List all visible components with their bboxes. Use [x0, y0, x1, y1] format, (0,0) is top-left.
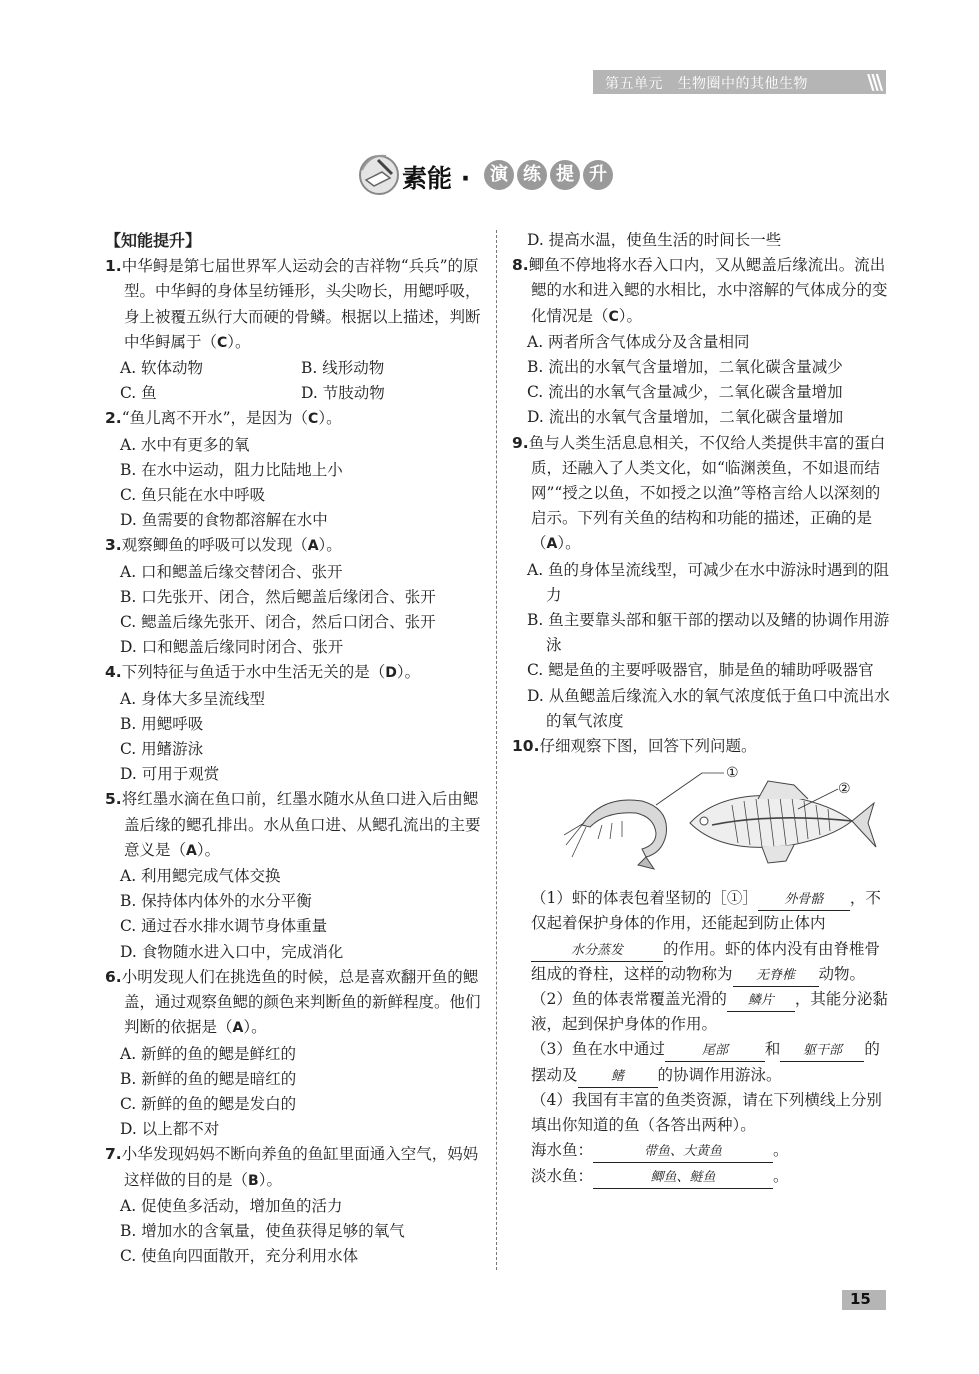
option: D. 鱼需要的食物都溶解在水中: [120, 511, 328, 530]
option: C. 新鲜的鱼的鳃是发白的: [120, 1094, 297, 1113]
sea-fish-line: 海水鱼： 带鱼、大黄鱼 。: [512, 1138, 892, 1163]
answer: C: [608, 308, 619, 325]
answer: A: [307, 538, 319, 555]
option: D. 食物随水进入口中，完成消化: [120, 942, 344, 961]
question-8: 8.鲫鱼不停地将水吞入口内，又从鳃盖后缘流出。流出鳃的水和进入鳃的水相比，水中溶解的气体成分的变化情况是（C）。: [512, 256, 888, 325]
question-7: 7.小华发现妈妈不断向养鱼的鱼缸里面通入空气，妈妈这样做的目的是（B）。: [105, 1145, 479, 1189]
answer: A: [232, 1020, 244, 1037]
header-decor: \\\: [867, 70, 880, 94]
question-5: 5.将红墨水滴在鱼口前，红墨水随水从鱼口进入后由鳃盖后缘的鳃孔排出。水从鱼口进、从鳃孔流出的主要意义是（A）。: [105, 790, 481, 859]
option: D. 流出的水氧气含量增加，二氧化碳含量增加: [527, 408, 844, 427]
answer-blank: 外骨骼: [758, 890, 850, 911]
question-10: 10.仔细观察下图，回答下列问题。: [512, 737, 757, 756]
options-row: C. 鱼 D. 节肢动物: [120, 384, 385, 403]
answer: D: [385, 665, 397, 682]
unit-title: 第五单元 生物圈中的其他生物: [605, 76, 808, 92]
question-4: 4.下列特征与鱼适于水中生活无关的是（D）。: [105, 663, 421, 682]
option: B. 鱼主要靠头部和躯干部的摆动以及鳍的协调作用游泳: [527, 611, 890, 655]
option: A. 身体大多呈流线型: [120, 689, 266, 708]
shrimp-drawing: [564, 800, 667, 869]
q10-part-1: （1）虾的体表包着坚韧的［①］ 外骨骼 ，不仅起着保护身体的作用，还能起到防止体内水分蒸发 的作用。虾的体内没有由脊椎骨组成的脊柱，这样的动物称为 无脊椎 动物。: [512, 886, 892, 987]
section-title: [356, 150, 626, 200]
label-1: ①: [726, 765, 739, 782]
answer-blank: 鲫鱼、鲢鱼: [593, 1168, 773, 1189]
option: D. 以上都不对: [120, 1120, 220, 1139]
option: D. 可用于观赏: [120, 765, 220, 784]
option: A. 两者所含气体成分及含量相同: [527, 332, 750, 351]
options-row: A. 软体动物 B. 线形动物: [120, 359, 385, 378]
question-9: 9.鱼与人类生活息息相关，不仅给人类提供丰富的蛋白质，还融入了人类文化，如“临渊羡鱼，不如退而结网”“授之以鱼，不如授之以渔”等格言给人以深刻的启示。下列有关鱼的结构和功能的描述，正确的是（A）。: [512, 433, 886, 553]
option: A. 鱼的身体呈流线型，可减少在水中游泳时遇到的阻力: [527, 560, 890, 604]
option: B. 用鳃呼吸: [120, 714, 204, 733]
option: C. 使鱼向四面散开，充分利用水体: [120, 1247, 359, 1266]
option: A. 利用鳃完成气体交换: [120, 867, 281, 886]
option: C. 流出的水氧气含量减少，二氧化碳含量增加: [527, 383, 843, 402]
unit-header: [593, 70, 886, 94]
page-number: 15: [850, 1290, 871, 1308]
q10-part-3: （3）鱼在水中通过 尾部 和 躯干部 的摆动及 鳍 的协调作用游泳。: [512, 1037, 892, 1087]
option: A. 新鲜的鱼的鳃是鲜红的: [120, 1044, 297, 1063]
shrimp-fish-figure: [562, 765, 882, 880]
option: A. 口和鳃盖后缘交替闭合、张开: [120, 562, 343, 581]
option: C. 鳃是鱼的主要呼吸器官，肺是鱼的辅助呼吸器官: [527, 661, 874, 680]
option: B. 新鲜的鱼的鳃是暗红的: [120, 1069, 297, 1088]
answer: A: [186, 842, 197, 859]
option: B. 口先张开、闭合，然后鳃盖后缘闭合、张开: [120, 587, 436, 606]
answer: B: [248, 1172, 259, 1189]
q10-part-2: （2）鱼的体表常覆盖光滑的 鳞片 ，其能分泌黏液，起到保护身体的作用。: [531, 990, 888, 1034]
freshwater-fish-line: 淡水鱼： 鲫鱼、鲢鱼 。: [512, 1164, 892, 1189]
option: B. 在水中运动，阻力比陆地上小: [120, 460, 343, 479]
question-2: 2.“鱼儿离不开水”，是因为（C）。: [105, 409, 342, 428]
answer-blank: 鳞片: [727, 991, 795, 1012]
answer: C: [217, 334, 228, 351]
answer-blank: 躯干部: [780, 1041, 864, 1062]
answer-blank: 水分蒸发: [531, 941, 663, 962]
title-pill-1: 演: [484, 160, 514, 190]
title-pill-3: 提: [550, 160, 580, 190]
option: A. 促使鱼多活动，增加鱼的活力: [120, 1196, 343, 1215]
title-pill-4: 升: [583, 160, 613, 190]
column-divider: [496, 230, 497, 1270]
answer-blank: 尾部: [665, 1041, 765, 1062]
option: B. 流出的水氧气含量增加，二氧化碳含量减少: [527, 358, 843, 377]
option: C. 用鳍游泳: [120, 740, 204, 759]
option: D. 提高水温，使鱼生活的时间长一些: [527, 231, 782, 249]
title-text: 素能 ·: [402, 164, 471, 193]
question-1: 1.中华鲟是第七届世界军人运动会的吉祥物“兵兵”的原型。中华鲟的身体呈纺锤形，头尖吻长，用鳃呼吸，身上被覆五纵行大而硬的骨鳞。根据以上描述，判断中华鲟属于（C）。: [105, 257, 481, 351]
answer-blank: 鳍: [578, 1067, 658, 1088]
right-column: [512, 228, 892, 1189]
option: C. 通过吞水排水调节身体重量: [120, 917, 328, 936]
answer-blank: 无脊椎: [733, 966, 819, 987]
q10-part-4: （4）我国有丰富的鱼类资源，请在下列横线上分别填出你知道的鱼（各答出两种）。: [531, 1090, 882, 1135]
pencil-book-icon: [356, 150, 402, 196]
option: C. 鱼只能在水中呼吸: [120, 486, 266, 505]
title-pill-2: 练: [517, 160, 547, 190]
page-number-badge: [842, 1290, 886, 1310]
left-column: [105, 228, 482, 1269]
option: B. 增加水的含氧量，使鱼获得足够的氧气: [120, 1221, 405, 1240]
section-heading: 【知能提升】: [105, 231, 202, 250]
option: B. 保持体内体外的水分平衡: [120, 892, 312, 911]
question-6: 6.小明发现人们在挑选鱼的时候，总是喜欢翻开鱼的鳃盖，通过观察鱼鳃的颜色来判断鱼的新鲜程度。他们判断的依据是（A）。: [105, 967, 481, 1037]
answer-blank: 带鱼、大黄鱼: [593, 1142, 773, 1163]
option: D. 从鱼鳃盖后缘流入水的氧气浓度低于鱼口中流出水的氧气浓度: [527, 686, 890, 730]
answer: C: [308, 411, 319, 428]
option: C. 鳃盖后缘先张开、闭合，然后口闭合、张开: [120, 613, 436, 632]
option: A. 水中有更多的氧: [120, 435, 250, 454]
answer: A: [546, 536, 558, 553]
label-2: ②: [838, 781, 851, 798]
option: D. 口和鳃盖后缘同时闭合、张开: [120, 638, 344, 657]
question-3: 3.观察鲫鱼的呼吸可以发现（A）。: [105, 536, 342, 555]
shrimp-fish-illustration: [562, 765, 882, 880]
